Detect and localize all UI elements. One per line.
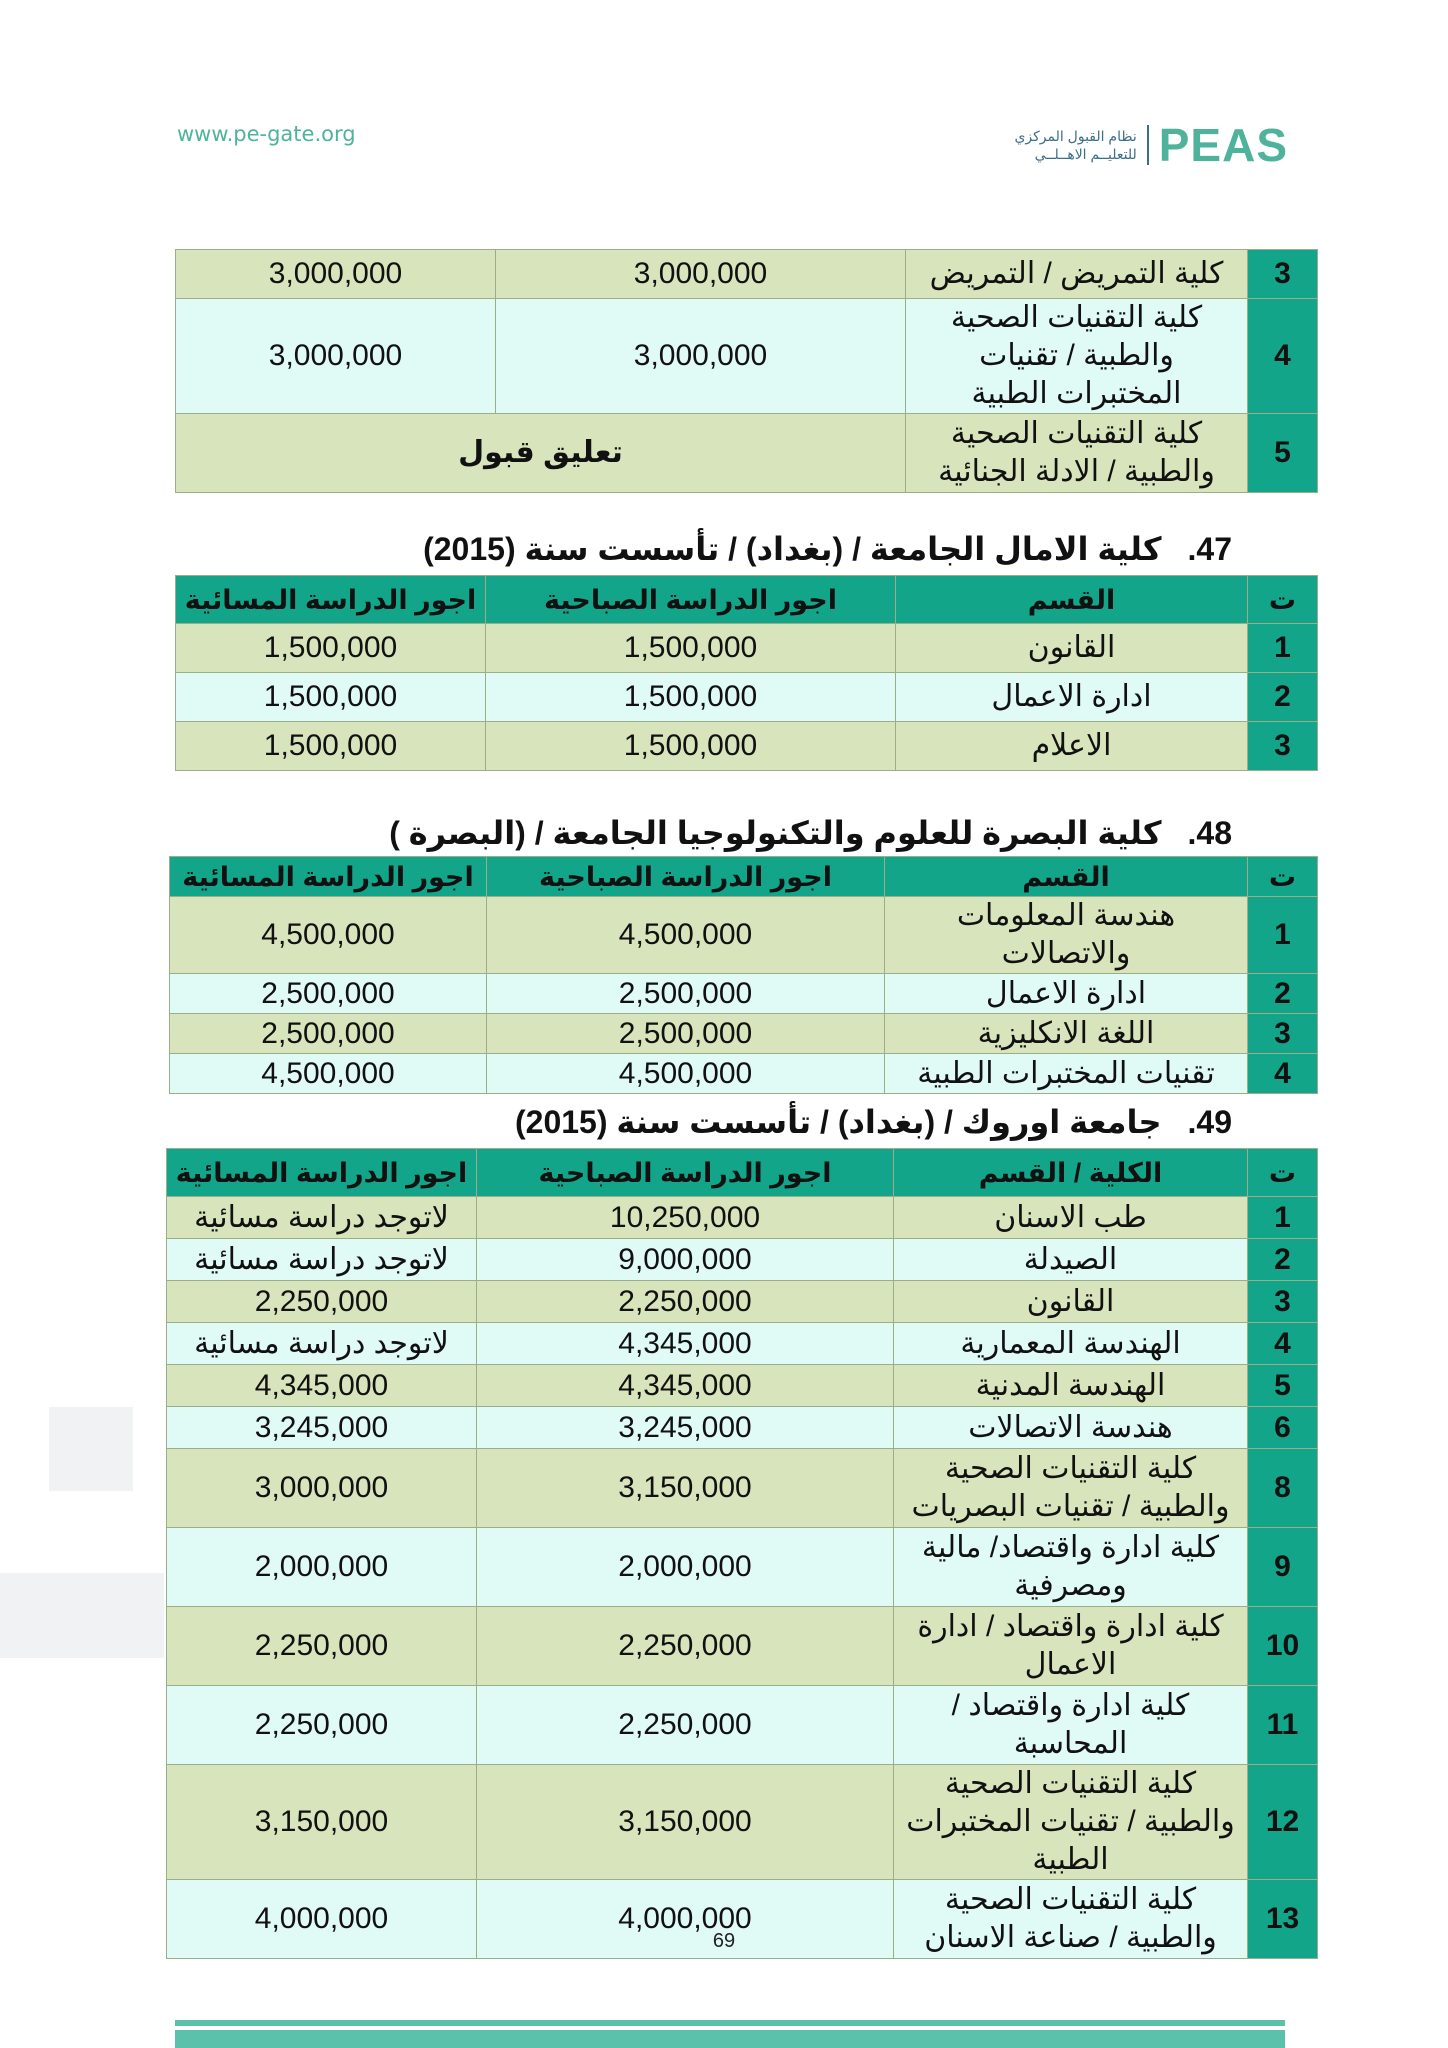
row-number: 8 xyxy=(1248,1449,1318,1528)
row-number: 4 xyxy=(1248,1054,1318,1094)
row-number: 2 xyxy=(1248,1239,1318,1281)
table-row xyxy=(167,1281,1318,1323)
table-row xyxy=(176,722,1318,771)
evening-fee: 4,345,000 xyxy=(167,1365,477,1407)
morning-fee: 4,000,000 xyxy=(477,1880,894,1959)
section-49-title xyxy=(515,1103,1232,1141)
morning-fee: 9,000,000 xyxy=(477,1239,894,1281)
row-number: 2 xyxy=(1248,974,1318,1014)
evening-fee: 2,000,000 xyxy=(167,1528,477,1607)
admission-suspended: تعليق قبول xyxy=(176,414,906,493)
evening-fee: 2,250,000 xyxy=(167,1281,477,1323)
morning-fee: 1,500,000 xyxy=(486,722,896,771)
morning-fee: 2,500,000 xyxy=(487,1014,885,1054)
evening-fee: 2,250,000 xyxy=(167,1607,477,1686)
table-row xyxy=(167,1197,1318,1239)
table-row xyxy=(176,250,1318,299)
table-row xyxy=(167,1365,1318,1407)
website-url: www.pe-gate.org xyxy=(177,122,356,146)
column-header: اجور الدراسة الصباحية xyxy=(486,576,896,624)
row-number: 4 xyxy=(1248,299,1318,414)
department: كلية التقنيات الصحية والطبية / الادلة الجنائية xyxy=(906,414,1248,493)
department: كلية التقنيات الصحية والطبية / تقنيات البصريات xyxy=(894,1449,1248,1528)
footer-bar xyxy=(175,2030,1285,2048)
footer-rule xyxy=(175,2020,1285,2026)
row-number: 1 xyxy=(1248,624,1318,673)
morning-fee: 3,000,000 xyxy=(496,299,906,414)
evening-fee: 4,000,000 xyxy=(167,1880,477,1959)
table-row xyxy=(170,974,1318,1014)
morning-fee: 2,000,000 xyxy=(477,1528,894,1607)
department: كلية التقنيات الصحية والطبية / صناعة الاسنان xyxy=(894,1880,1248,1959)
section-48-title xyxy=(389,814,1232,852)
header-row xyxy=(167,1149,1318,1197)
table-row xyxy=(167,1449,1318,1528)
table-row xyxy=(167,1407,1318,1449)
department: كلية ادارة واقتصاد/ مالية ومصرفية xyxy=(894,1528,1248,1607)
department: الصيدلة xyxy=(894,1239,1248,1281)
department: كلية التقنيات الصحية والطبية / تقنيات المختبرات الطبية xyxy=(906,299,1248,414)
fees-table-47 xyxy=(175,575,1318,771)
morning-fee: 2,500,000 xyxy=(487,974,885,1014)
morning-fee: 1,500,000 xyxy=(486,673,896,722)
section-heading: كلية الامال الجامعة / (بغداد) / تأسست سنة (2015) xyxy=(423,531,1162,567)
department: كلية ادارة واقتصاد / ادارة الاعمال xyxy=(894,1607,1248,1686)
evening-fee: 3,000,000 xyxy=(176,299,496,414)
table-row xyxy=(176,673,1318,722)
department: كلية ادارة واقتصاد / المحاسبة xyxy=(894,1686,1248,1765)
column-header: ت xyxy=(1248,1149,1318,1197)
row-number: 12 xyxy=(1248,1765,1318,1880)
column-header: ت xyxy=(1248,576,1318,624)
morning-fee: 3,245,000 xyxy=(477,1407,894,1449)
department: كلية التمريض / التمريض xyxy=(906,250,1248,299)
table-row xyxy=(170,897,1318,974)
department: الهندسة المعمارية xyxy=(894,1323,1248,1365)
grey-block xyxy=(49,1407,133,1491)
department: اللغة الانكليزية xyxy=(885,1014,1248,1054)
evening-fee: 1,500,000 xyxy=(176,624,486,673)
row-number: 3 xyxy=(1248,1281,1318,1323)
table-row xyxy=(167,1686,1318,1765)
section-47-title xyxy=(423,530,1232,568)
column-header: القسم xyxy=(885,857,1248,897)
logo-line-2: للتعليــم الاهــلــي xyxy=(1034,146,1137,162)
fees-table-continued xyxy=(175,249,1318,493)
evening-fee: 1,500,000 xyxy=(176,673,486,722)
row-number: 3 xyxy=(1248,722,1318,771)
logo-divider xyxy=(1147,125,1149,165)
row-number: 10 xyxy=(1248,1607,1318,1686)
section-number: 49. xyxy=(1187,1104,1232,1140)
evening-fee: 4,500,000 xyxy=(170,1054,487,1094)
logo-line-1: نظام القبول المركزي xyxy=(1014,128,1137,144)
column-header: القسم xyxy=(896,576,1248,624)
section-heading: جامعة اوروك / (بغداد) / تأسست سنة (2015) xyxy=(515,1104,1162,1140)
fees-table-49 xyxy=(166,1148,1318,1959)
column-header: اجور الدراسة الصباحية xyxy=(477,1149,894,1197)
row-number: 3 xyxy=(1248,250,1318,299)
table-row xyxy=(167,1607,1318,1686)
row-number: 1 xyxy=(1248,1197,1318,1239)
section-number: 47. xyxy=(1187,531,1232,567)
department: تقنيات المختبرات الطبية xyxy=(885,1054,1248,1094)
department: الهندسة المدنية xyxy=(894,1365,1248,1407)
evening-fee: لاتوجد دراسة مسائية xyxy=(167,1197,477,1239)
column-header: اجور الدراسة الصباحية xyxy=(487,857,885,897)
morning-fee: 2,250,000 xyxy=(477,1607,894,1686)
row-number: 13 xyxy=(1248,1880,1318,1959)
morning-fee: 4,345,000 xyxy=(477,1365,894,1407)
table-row xyxy=(170,1014,1318,1054)
column-header: اجور الدراسة المسائية xyxy=(176,576,486,624)
peas-logo xyxy=(1014,118,1288,172)
morning-fee: 3,150,000 xyxy=(477,1765,894,1880)
morning-fee: 3,000,000 xyxy=(496,250,906,299)
department: هندسة المعلومات والاتصالات xyxy=(885,897,1248,974)
evening-fee: 2,500,000 xyxy=(170,1014,487,1054)
logo-wordmark: PEAS xyxy=(1158,119,1288,171)
page-number: 69 xyxy=(712,1930,736,1952)
column-header: اجور الدراسة المسائية xyxy=(170,857,487,897)
morning-fee: 4,345,000 xyxy=(477,1323,894,1365)
grey-block xyxy=(0,1573,164,1658)
table-row xyxy=(176,299,1318,414)
department: القانون xyxy=(896,624,1248,673)
table-row xyxy=(167,1765,1318,1880)
table-row xyxy=(170,1054,1318,1094)
section-heading: كلية البصرة للعلوم والتكنولوجيا الجامعة / (البصرة ) xyxy=(389,815,1162,851)
row-number: 2 xyxy=(1248,673,1318,722)
morning-fee: 10,250,000 xyxy=(477,1197,894,1239)
row-number: 5 xyxy=(1248,1365,1318,1407)
morning-fee: 4,500,000 xyxy=(487,897,885,974)
table-row xyxy=(176,414,1318,493)
section-number: 48. xyxy=(1187,815,1232,851)
evening-fee: لاتوجد دراسة مسائية xyxy=(167,1323,477,1365)
header-row xyxy=(170,857,1318,897)
column-header: ت xyxy=(1248,857,1318,897)
evening-fee: 4,500,000 xyxy=(170,897,487,974)
department: كلية التقنيات الصحية والطبية / تقنيات المختبرات الطبية xyxy=(894,1765,1248,1880)
fees-table-48 xyxy=(169,856,1318,1094)
department: ادارة الاعمال xyxy=(885,974,1248,1014)
evening-fee: 3,000,000 xyxy=(167,1449,477,1528)
evening-fee: 2,500,000 xyxy=(170,974,487,1014)
department: طب الاسنان xyxy=(894,1197,1248,1239)
evening-fee: 3,150,000 xyxy=(167,1765,477,1880)
evening-fee: لاتوجد دراسة مسائية xyxy=(167,1239,477,1281)
morning-fee: 2,250,000 xyxy=(477,1281,894,1323)
department: هندسة الاتصالات xyxy=(894,1407,1248,1449)
row-number: 3 xyxy=(1248,1014,1318,1054)
header-row xyxy=(176,576,1318,624)
evening-fee: 2,250,000 xyxy=(167,1686,477,1765)
row-number: 6 xyxy=(1248,1407,1318,1449)
table-row xyxy=(176,624,1318,673)
evening-fee: 1,500,000 xyxy=(176,722,486,771)
morning-fee: 4,500,000 xyxy=(487,1054,885,1094)
morning-fee: 1,500,000 xyxy=(486,624,896,673)
logo-arabic-text xyxy=(1014,127,1136,163)
row-number: 5 xyxy=(1248,414,1318,493)
row-number: 11 xyxy=(1248,1686,1318,1765)
row-number: 4 xyxy=(1248,1323,1318,1365)
department: الاعلام xyxy=(896,722,1248,771)
table-row xyxy=(167,1323,1318,1365)
evening-fee: 3,000,000 xyxy=(176,250,496,299)
table-row xyxy=(167,1528,1318,1607)
department: القانون xyxy=(894,1281,1248,1323)
column-header: الكلية / القسم xyxy=(894,1149,1248,1197)
morning-fee: 3,150,000 xyxy=(477,1449,894,1528)
department: ادارة الاعمال xyxy=(896,673,1248,722)
evening-fee: 3,245,000 xyxy=(167,1407,477,1449)
table-row xyxy=(167,1239,1318,1281)
row-number: 1 xyxy=(1248,897,1318,974)
column-header: اجور الدراسة المسائية xyxy=(167,1149,477,1197)
morning-fee: 2,250,000 xyxy=(477,1686,894,1765)
row-number: 9 xyxy=(1248,1528,1318,1607)
